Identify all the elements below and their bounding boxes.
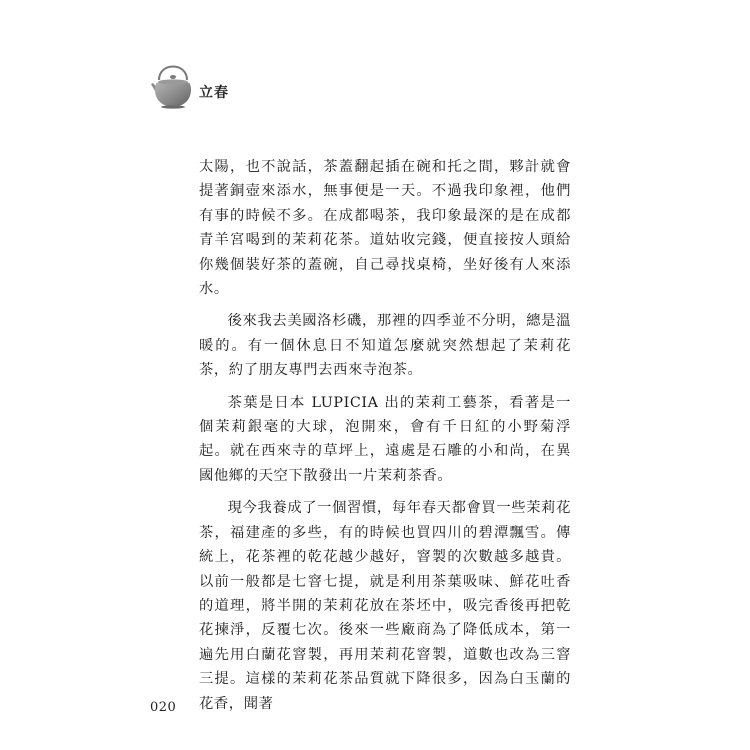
paragraph-1: 太陽，也不說話，茶蓋翻起插在碗和托之間，夥計就會提著銅壺來添水，無事便是一天。不過我印象裡，他們有事的時候不多。在成都喝茶，我印象最深的是在成都青羊宮喝到的茉莉花茶。道姑收完錢，便直接按人頭給你幾個裝好茶的蓋碗，自己尋找桌椅，坐好後有人來添水。: [199, 159, 571, 298]
paragraph-3: 茶葉是日本 LUPICIA 出的茉莉工藝茶，看著是一個茉莉銀毫的大球，泡開來，會有千日紅的小野菊浮起。就在西來寺的草坪上，遠處是石雕的小和尚，在異國他鄉的天空下散發出一片茉莉茶香。: [199, 394, 571, 484]
chapter-title: 立春: [199, 85, 229, 101]
page-number: 020: [150, 700, 177, 715]
teapot-icon: [150, 58, 198, 110]
chapter-header: [150, 50, 198, 110]
paragraph-4: 現今我養成了一個習慣，每年春天都會買一些茉莉花茶，福建產的多些，有的時候也買四川的碧潭飄雪。傳統上，花茶裡的乾花越少越好，窨製的次數越多越貴。以前一般都是七窨七提，就是利用茶葉吸味、鮮花吐香的道理，將半開的茉莉花放在茶坯中，吸完香後再把乾花揀淨，反覆七次。後來一些廠商為了降低成本，第一遍先用白蘭花窨製，再用茉莉花窨製，道數也改為三窨三提。這樣的茉莉花茶品質就下降很多，因為白玉蘭的花香，聞著: [199, 500, 571, 712]
body-text: [199, 155, 571, 724]
paragraph-2: 後來我去美國洛杉磯，那裡的四季並不分明，總是溫暖的。有一個休息日不知道怎麼就突然想起了茉莉花茶，約了朋友專門去西來寺泡茶。: [199, 313, 571, 379]
